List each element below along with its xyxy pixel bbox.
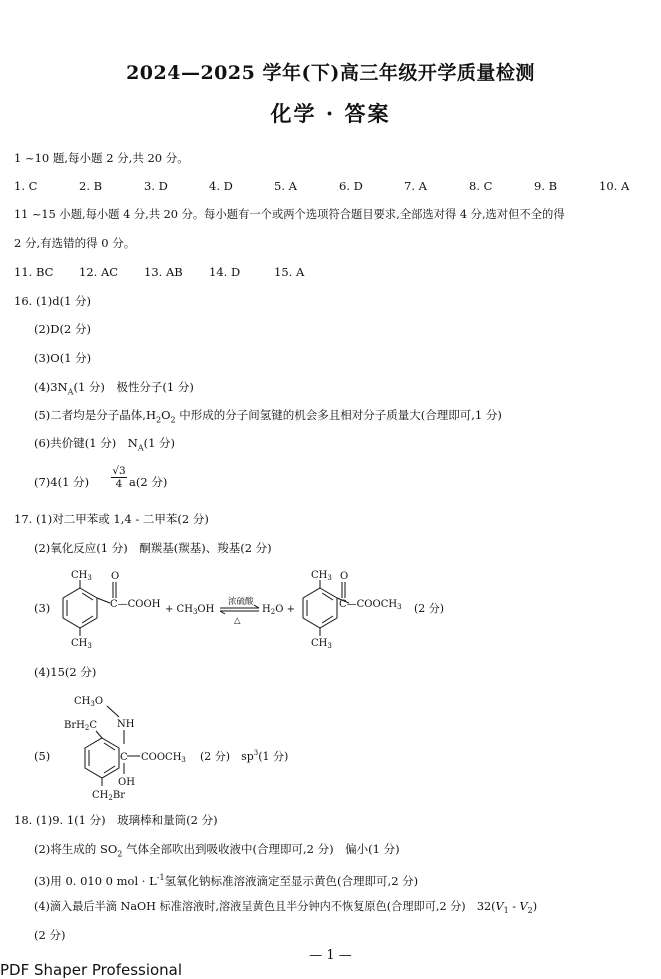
answer: 15. A — [274, 265, 305, 279]
text: 中形成的分子间氢键的机会多且相对分子质量大(合理即可,1 分) — [175, 408, 502, 422]
svg-text:CH3 — [311, 638, 332, 650]
svg-text:CH3 — [311, 570, 332, 582]
svg-text:CH3 — [71, 570, 92, 582]
svg-text:CH2Br — [92, 790, 125, 800]
superscript: 3 — [253, 749, 259, 757]
svg-text:(2 分) sp3(1 分) — [200, 749, 288, 763]
subscript: 3 — [90, 700, 95, 708]
q16-line7-tail: a(2 分) — [129, 475, 168, 489]
fraction — [111, 465, 127, 490]
q17-line1: 17. (1)对二甲苯或 1,4 - 二甲苯(2 分) — [14, 512, 209, 526]
text: + CH — [165, 604, 193, 615]
q16-line5 — [34, 408, 502, 427]
text: CH — [92, 790, 109, 800]
text: C — [120, 752, 128, 763]
text: (4)3N — [34, 380, 68, 394]
label: (5) — [34, 749, 51, 763]
score: (1 分) — [258, 750, 289, 763]
text: CH — [71, 638, 88, 649]
text: 氢氧化钠标准溶液滴定至显示黄色(合理即可,2 分) — [164, 873, 419, 888]
subscript: A — [137, 443, 144, 453]
benzene-ring — [85, 731, 119, 786]
subscript: 3 — [192, 608, 198, 616]
subscript: 2 — [117, 849, 123, 859]
subscript: 3 — [327, 574, 332, 582]
answer: 10. A — [599, 179, 630, 193]
subscript: 2 — [108, 794, 113, 800]
q18-line5: (2 分) — [34, 928, 66, 942]
q18-line4 — [34, 900, 537, 918]
text: C—COOCH — [339, 599, 398, 610]
q16-line6 — [34, 436, 175, 455]
answer: 6. D — [339, 179, 363, 193]
page-subtitle: 化学 · 答案 — [270, 101, 391, 126]
text: (1 分) 极性分子(1 分) — [73, 380, 194, 394]
text: ) — [532, 900, 538, 913]
section1-intro: 1 ~10 题,每小题 2 分,共 20 分。 — [14, 151, 189, 165]
answer: 13. AB — [144, 265, 183, 279]
answer: 1. C — [14, 179, 38, 193]
text: OH — [197, 604, 215, 615]
text: COOCH — [141, 752, 182, 763]
watermark: PDF Shaper Professional — [0, 961, 183, 979]
q17-line4: (4)15(2 分) — [34, 665, 97, 679]
answer: 2. B — [79, 179, 103, 193]
text: CH — [74, 696, 91, 707]
q16-line1: 16. (1)d(1 分) — [14, 294, 92, 308]
text: O — [111, 571, 120, 582]
text: (4)滴入最后半滴 NaOH 标准溶液时,溶液呈黄色且半分钟内不恢复原色(合理即可,2 分) 32( — [34, 900, 496, 913]
structure-formula — [0, 688, 661, 800]
q16-line7 — [34, 475, 89, 489]
section2-intro-line2: 2 分,有选错的得 0 分。 — [14, 236, 136, 250]
text: (2)将生成的 SO — [34, 842, 118, 856]
svg-text:COOCH3 — [141, 752, 186, 764]
text: C—COOH — [110, 599, 161, 610]
section2-intro-line1: 11 ~15 小题,每小题 4 分,共 20 分。每小题有一个或两个选项符合题目要求,全部选对得 4 分,选对但不全的得 — [14, 208, 565, 221]
q17-line2: (2)氧化反应(1 分) 酮羰基(羰基)、羧基(2 分) — [34, 541, 272, 555]
text: BrH — [64, 720, 85, 731]
text: 气体全部吹出到吸收液中(合理即可,2 分) 偏小(1 分) — [122, 842, 400, 856]
text: (7)4(1 分) — [34, 475, 90, 489]
text: O — [340, 571, 349, 582]
subscript: 3 — [181, 756, 186, 764]
svg-text:C—COOCH3 — [339, 599, 402, 611]
q18-line1: 18. (1)9. 1(1 分) 玻璃棒和量筒(2 分) — [14, 813, 218, 827]
answer: 5. A — [274, 179, 297, 193]
svg-text:CH3 — [71, 638, 92, 650]
q16-line2: (2)D(2 分) — [34, 322, 91, 336]
subscript: 2 — [527, 906, 533, 916]
svg-text:+ CH3OH — [165, 604, 215, 616]
subscript: 2 — [155, 415, 162, 425]
text: O — [161, 408, 171, 422]
reaction-equation — [0, 560, 661, 660]
text: H — [262, 604, 271, 615]
subscript: 1 — [503, 906, 509, 916]
text: O — [94, 696, 104, 707]
subscript: A — [67, 387, 74, 397]
text: (6)共价键(1 分) N — [34, 436, 138, 450]
answer: 4. D — [209, 179, 233, 193]
q18-line2 — [34, 842, 400, 861]
text: CH — [311, 570, 328, 581]
text: Br — [112, 790, 125, 800]
text: NH — [117, 719, 135, 730]
answer: 14. D — [209, 265, 241, 279]
text: (1 分) — [143, 436, 176, 450]
variable: V — [495, 900, 504, 913]
subscript: 3 — [87, 574, 92, 582]
fraction-numerator: √3 — [112, 465, 126, 477]
answer: 9. B — [534, 179, 558, 193]
text: O + — [275, 604, 295, 615]
benzene-ring-reactant — [63, 580, 110, 636]
fraction-denominator: 4 — [115, 478, 123, 490]
answer: 8. C — [469, 179, 493, 193]
reaction-condition: △ — [234, 616, 241, 626]
svg-text:BrH2C — [64, 720, 97, 732]
text: C — [89, 720, 97, 731]
text: CH — [311, 638, 328, 649]
text: (5)二者均是分子晶体,H — [34, 408, 156, 422]
score: (2 分) sp — [200, 750, 254, 763]
q18-line3 — [34, 871, 418, 888]
svg-text:CH3O — [74, 696, 103, 708]
text: (3)用 0. 010 0 mol · L — [34, 873, 157, 888]
q16-line4 — [34, 380, 194, 399]
answer: 7. A — [404, 179, 427, 193]
variable: - V — [508, 900, 528, 913]
section1-answers — [14, 179, 629, 193]
page-title: 2024—2025 学年(下)高三年级开学质量检测 — [126, 62, 535, 84]
answer: 12. AC — [79, 265, 119, 279]
text: CH — [71, 570, 88, 581]
page-number: — 1 — — [309, 948, 352, 963]
subscript: 2 — [84, 724, 90, 732]
subscript: 2 — [170, 415, 176, 425]
text: OH — [118, 777, 135, 788]
reaction-condition: 浓硫酸 — [228, 597, 254, 607]
score: (2 分) — [414, 602, 445, 615]
subscript: 3 — [327, 642, 332, 650]
answer: 11. BC — [14, 265, 54, 279]
q16-line3: (3)O(1 分) — [34, 351, 92, 365]
superscript: -1 — [156, 873, 165, 882]
label: (3) — [34, 601, 51, 615]
section2-answers — [14, 265, 304, 279]
answer: 3. D — [144, 179, 168, 193]
svg-text:H2O + — [262, 604, 295, 616]
subscript: 2 — [270, 608, 276, 616]
subscript: 3 — [397, 603, 402, 611]
subscript: 3 — [87, 642, 92, 650]
